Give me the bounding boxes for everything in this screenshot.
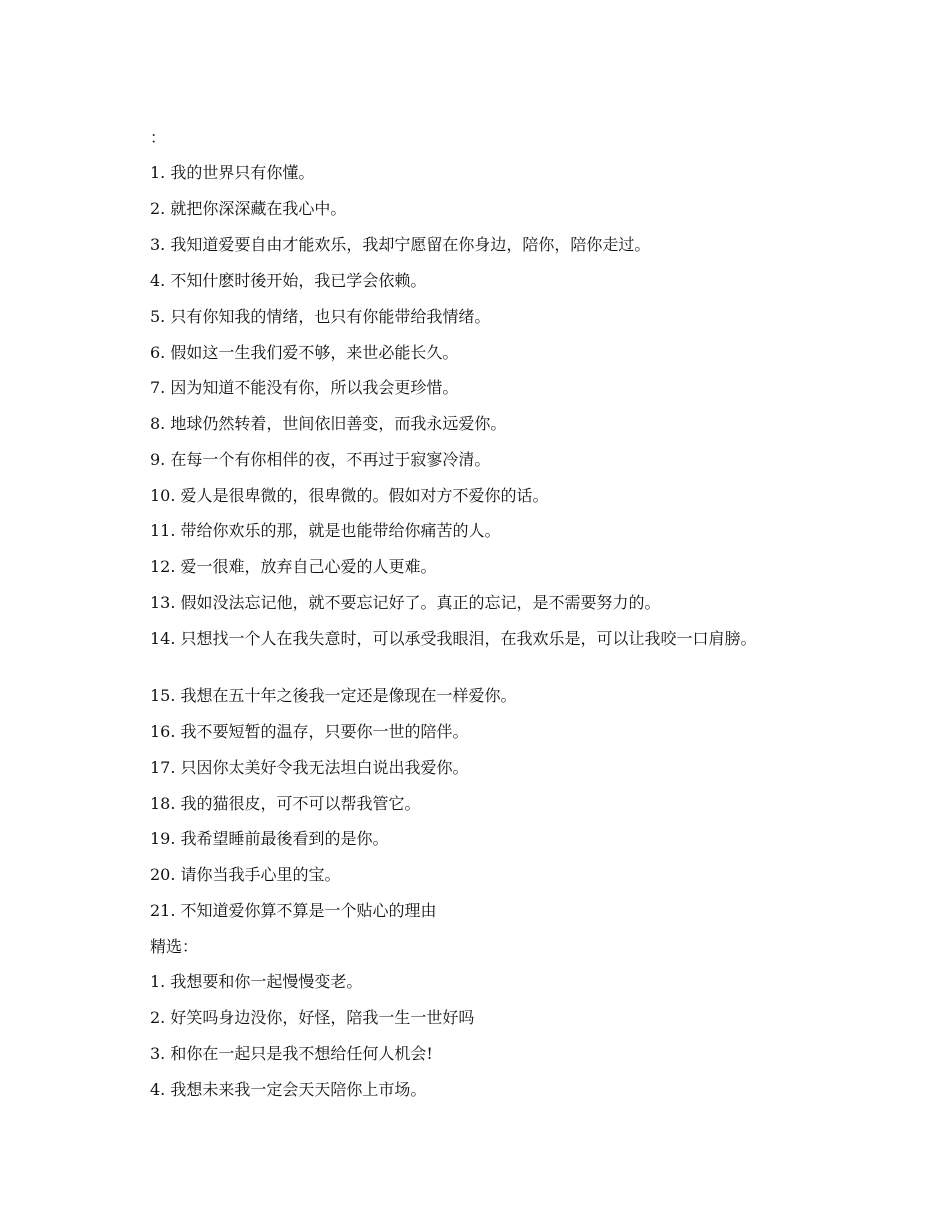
list-item: 2. 就把你深深藏在我心中。 [150, 199, 347, 218]
list-item: 4. 不知什麽时後开始，我已学会依赖。 [150, 271, 427, 290]
list-item: 17. 只因你太美好令我无法坦白说出我爱你。 [150, 758, 469, 777]
list-item: 3. 我知道爱要自由才能欢乐，我却宁愿留在你身边，陪你，陪你走过。 [150, 235, 651, 254]
list-item: 21. 不知道爱你算不算是一个贴心的理由 [150, 901, 437, 920]
list-item: 9. 在每一个有你相伴的夜，不再过于寂寥冷清。 [150, 450, 491, 469]
list-item: 1. 我想要和你一起慢慢变老。 [150, 972, 363, 991]
section-heading: 精选： [150, 937, 199, 956]
list-item: 5. 只有你知我的情绪，也只有你能带给我情绪。 [150, 307, 491, 326]
list-item: 15. 我想在五十年之後我一定还是像现在一样爱你。 [150, 686, 517, 705]
list-item: 8. 地球仍然转着，世间依旧善变，而我永远爱你。 [150, 414, 507, 433]
list-item: 4. 我想未来我一定会天天陪你上市场。 [150, 1080, 427, 1099]
list-item: 12. 爱一很难，放弃自己心爱的人更难。 [150, 557, 437, 576]
list-item: 6. 假如这一生我们爱不够，来世必能长久。 [150, 343, 459, 362]
list-item: 13. 假如没法忘记他，就不要忘记好了。真正的忘记，是不需要努力的。 [150, 593, 661, 612]
list-item: 2. 好笑吗身边没你，好怪，陪我一生一世好吗 [150, 1008, 475, 1027]
intro-text: ： [150, 128, 167, 147]
list-item: 14. 只想找一个人在我失意时，可以承受我眼泪，在我欢乐是，可以让我咬一口肩膀。 [150, 629, 757, 648]
list-item: 11. 带给你欢乐的那，就是也能带给你痛苦的人。 [150, 521, 501, 540]
list-item: 18. 我的猫很皮，可不可以帮我管它。 [150, 794, 421, 813]
list-item: 10. 爱人是很卑微的，很卑微的。假如对方不爱你的话。 [150, 486, 549, 505]
list-item: 19. 我希望睡前最後看到的是你。 [150, 829, 389, 848]
list-item: 1. 我的世界只有你懂。 [150, 163, 315, 182]
list-item: 16. 我不要短暂的温存，只要你一世的陪伴。 [150, 722, 469, 741]
list-item: 20. 请你当我手心里的宝。 [150, 865, 341, 884]
list-item: 3. 和你在一起只是我不想给任何人机会! [150, 1044, 433, 1063]
list-item: 7. 因为知道不能没有你，所以我会更珍惜。 [150, 378, 459, 397]
